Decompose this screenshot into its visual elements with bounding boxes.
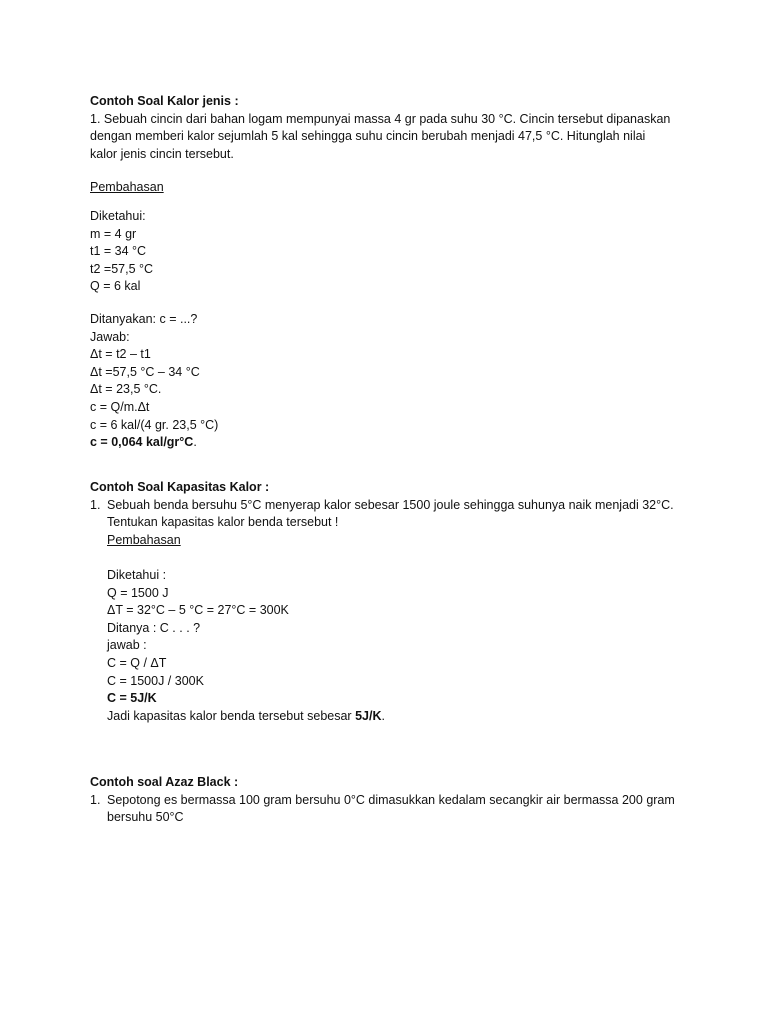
jawab-label: Jawab: bbox=[90, 329, 130, 344]
numbered-problem bbox=[90, 792, 690, 827]
section-heading: Contoh Soal Kapasitas Kalor : bbox=[90, 480, 270, 494]
solution-step: C = 1500J / 300K bbox=[107, 673, 204, 688]
given-value: Q = 1500 J bbox=[107, 585, 169, 600]
given-value: t1 = 34 °C bbox=[90, 244, 147, 259]
problem-line: 1. Sebuah cincin dari bahan logam mempunyai massa 4 gr pada suhu 30 °C. Cincin tersebut dipanaskan bbox=[90, 111, 671, 126]
solution-step: Δt =57,5 °C – 34 °C bbox=[90, 364, 200, 379]
given-value: t2 =57,5 °C bbox=[90, 261, 154, 276]
problem-line: dengan memberi kalor sejumlah 5 kal sehingga suhu cincin berubah menjadi 47,5 °C. Hitunglah nilai bbox=[90, 129, 646, 144]
conclusion-value: 5J/K bbox=[355, 708, 382, 723]
numbered-problem bbox=[90, 497, 690, 726]
section-kapasitas-kalor bbox=[90, 479, 690, 725]
pembahasan-heading: Pembahasan bbox=[107, 532, 181, 547]
diketahui-label: Diketahui: bbox=[90, 209, 146, 223]
given-value: ΔT = 32°C – 5 °C = 27°C = 300K bbox=[107, 603, 289, 618]
problem-number: 1. bbox=[90, 497, 101, 512]
problem-line: kalor jenis cincin tersebut. bbox=[90, 146, 234, 161]
section-heading: Contoh Soal Kalor jenis : bbox=[90, 94, 239, 108]
solution-step: c = 6 kal/(4 gr. 23,5 °C) bbox=[90, 417, 219, 432]
ditanyakan-line: Ditanyakan: c = ...? bbox=[90, 312, 198, 326]
conclusion-suffix: . bbox=[381, 708, 385, 723]
result-value: C = 5J/K bbox=[107, 691, 157, 706]
problem-line: Tentukan kapasitas kalor benda tersebut ! bbox=[107, 515, 339, 530]
spacer bbox=[107, 549, 690, 567]
jawab-label: jawab : bbox=[107, 638, 147, 653]
diketahui-block bbox=[90, 208, 690, 296]
problem-line: Sebuah benda bersuhu 5°C menyerap kalor sebesar 1500 joule sehingga suhunya naik menjadi 32°C. bbox=[107, 497, 674, 512]
solution-step: Δt = 23,5 °C. bbox=[90, 382, 162, 397]
result-line bbox=[90, 434, 690, 452]
conclusion-text: Jadi kapasitas kalor benda tersebut sebesar bbox=[107, 708, 356, 723]
section-kalor-jenis bbox=[90, 93, 690, 163]
pembahasan-heading: Pembahasan bbox=[90, 180, 164, 194]
diketahui-label: Diketahui : bbox=[107, 567, 167, 582]
solution-step: Δt = t2 – t1 bbox=[90, 347, 151, 362]
problem-line: bersuhu 50°C bbox=[107, 810, 184, 825]
solution-step: C = Q / ΔT bbox=[107, 655, 167, 670]
ditanya-line: Ditanya : C . . . ? bbox=[107, 620, 201, 635]
section-kalor-jenis-solution bbox=[90, 179, 690, 197]
result-suffix: . bbox=[193, 435, 197, 450]
section-heading: Contoh soal Azaz Black : bbox=[90, 775, 239, 789]
given-value: Q = 6 kal bbox=[90, 279, 141, 294]
solution-step: c = Q/m.Δt bbox=[90, 399, 150, 414]
problem-line: Sepotong es bermassa 100 gram bersuhu 0°C dimasukkan kedalam secangkir air bermassa 200 gram bbox=[107, 792, 675, 807]
given-value: m = 4 gr bbox=[90, 226, 137, 241]
problem-number: 1. bbox=[90, 792, 101, 807]
jawab-block bbox=[90, 311, 690, 452]
conclusion-line bbox=[107, 708, 690, 726]
section-azaz-black bbox=[90, 774, 690, 827]
result-value: c = 0,064 kal/gr°C bbox=[90, 435, 194, 450]
